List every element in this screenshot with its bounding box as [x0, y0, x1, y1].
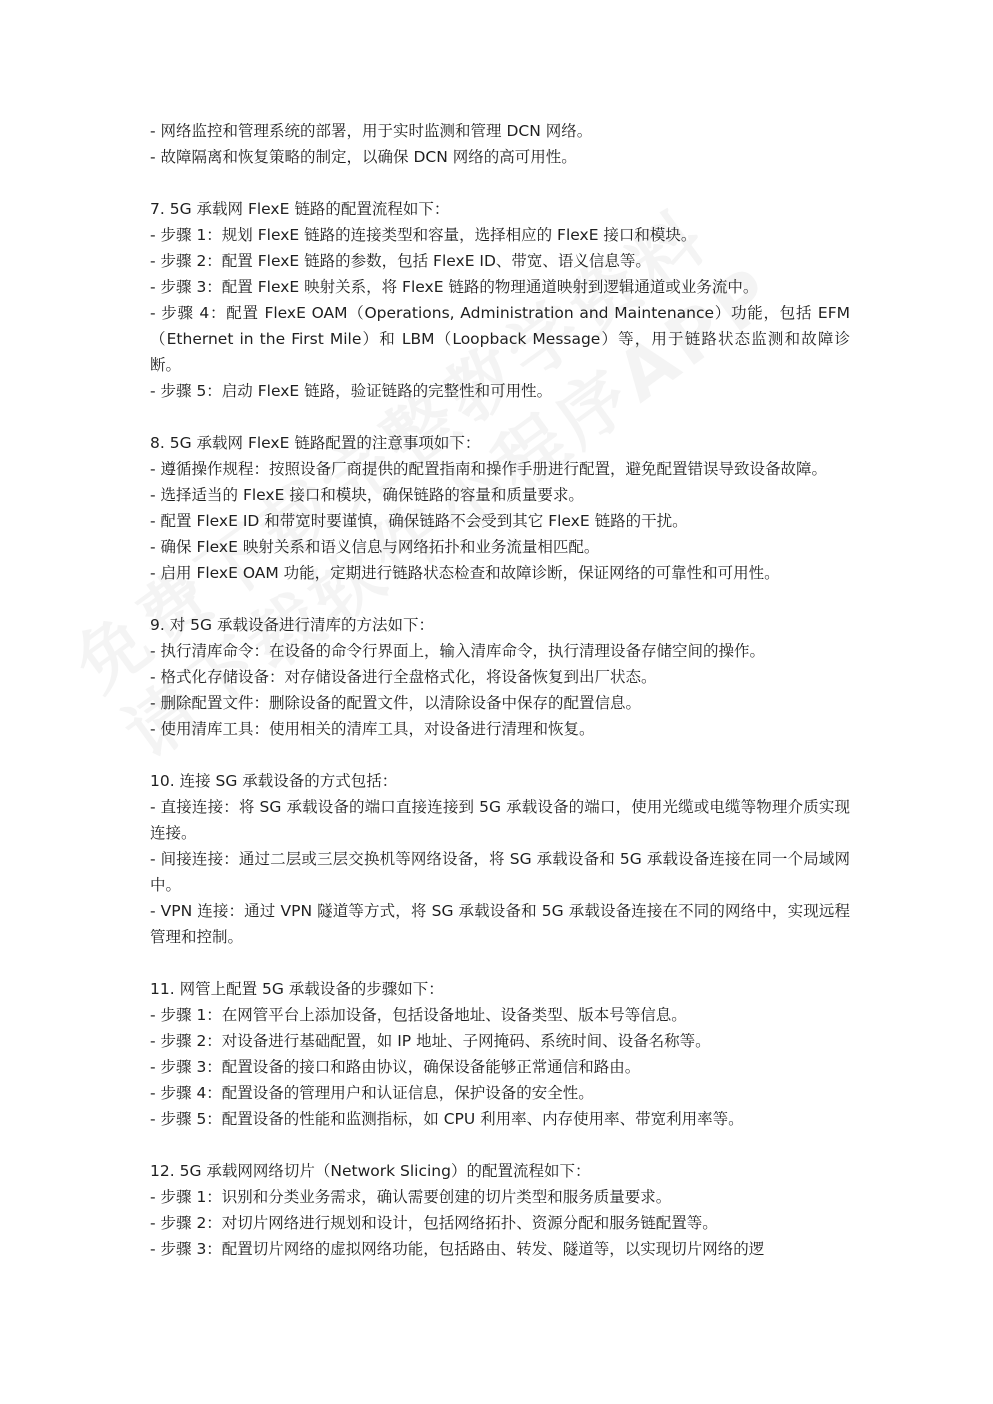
section-10-connection: [150, 768, 850, 950]
section-heading: 10. 连接 SG 承载设备的方式包括：: [150, 772, 398, 790]
list-item: - 步骤 2：对切片网络进行规划和设计，包括网络拓扑、资源分配和服务链配置等。: [150, 1214, 718, 1232]
section-heading: 8. 5G 承载网 FlexE 链路配置的注意事项如下：: [150, 434, 481, 452]
list-item: - 步骤 4：配置设备的管理用户和认证信息，保护设备的安全性。: [150, 1084, 594, 1102]
list-item: - 格式化存储设备：对存储设备进行全盘格式化，将设备恢复到出厂状态。: [150, 668, 657, 686]
list-item: - 步骤 3：配置设备的接口和路由协议，确保设备能够正常通信和路由。: [150, 1058, 641, 1076]
section-9-clear-database: [150, 612, 850, 742]
document-body: [150, 118, 850, 1288]
list-item: - 使用清库工具：使用相关的清库工具，对设备进行清理和恢复。: [150, 720, 595, 738]
list-item: - 执行清库命令：在设备的命令行界面上，输入清库命令，执行清理设备存储空间的操作。: [150, 642, 766, 660]
list-item: - 删除配置文件：删除设备的配置文件，以清除设备中保存的配置信息。: [150, 694, 642, 712]
list-item: - 步骤 1：识别和分类业务需求，确认需要创建的切片类型和服务质量要求。: [150, 1188, 672, 1206]
section-12-network-slicing: [150, 1158, 850, 1262]
section-7-flexe-config: [150, 196, 850, 404]
list-item: - 步骤 3：配置 FlexE 映射关系，将 FlexE 链路的物理通道映射到逻辑通道或业务流中。: [150, 278, 759, 296]
list-item: - 故障隔离和恢复策略的制定，以确保 DCN 网络的高可用性。: [150, 148, 577, 166]
list-item: - 步骤 5：配置设备的性能和监测指标，如 CPU 利用率、内存使用率、带宽利用率等。: [150, 1110, 744, 1128]
list-item: - 确保 FlexE 映射关系和语义信息与网络拓扑和业务流量相匹配。: [150, 538, 600, 556]
list-item: - 步骤 1：规划 FlexE 链路的连接类型和容量，选择相应的 FlexE 接口和模块。: [150, 226, 697, 244]
list-item: - 步骤 5：启动 FlexE 链路，验证链路的完整性和可用性。: [150, 382, 553, 400]
list-item: - 步骤 4：配置 FlexE OAM（Operations, Administration and Maintenance）功能，包括 EFM（Ethernet in the First Mile）和 LBM（Loopback Message）等，用于链路状态监测和故障诊断。: [150, 304, 850, 374]
section-heading: 7. 5G 承载网 FlexE 链路的配置流程如下：: [150, 200, 450, 218]
list-item: - 步骤 1：在网管平台上添加设备，包括设备地址、设备类型、版本号等信息。: [150, 1006, 687, 1024]
section-dcn-tail: [150, 118, 850, 170]
section-11-nms-config: [150, 976, 850, 1132]
section-heading: 12. 5G 承载网网络切片（Network Slicing）的配置流程如下：: [150, 1162, 591, 1180]
list-item: - 网络监控和管理系统的部署，用于实时监测和管理 DCN 网络。: [150, 122, 593, 140]
list-item: - 启用 FlexE OAM 功能，定期进行链路状态检查和故障诊断，保证网络的可靠性和可用性。: [150, 564, 780, 582]
list-item: - VPN 连接：通过 VPN 隧道等方式，将 SG 承载设备和 5G 承载设备连接在不同的网络中，实现远程管理和控制。: [150, 902, 850, 946]
list-item: - 步骤 2：配置 FlexE 链路的参数，包括 FlexE ID、带宽、语义信息等。: [150, 252, 651, 270]
section-8-flexe-notes: [150, 430, 850, 586]
list-item: - 配置 FlexE ID 和带宽时要谨慎，确保链路不会受到其它 FlexE 链路的干扰。: [150, 512, 688, 530]
section-heading: 11. 网管上配置 5G 承载设备的步骤如下：: [150, 980, 444, 998]
list-item: - 步骤 2：对设备进行基础配置，如 IP 地址、子网掩码、系统时间、设备名称等。: [150, 1032, 711, 1050]
list-item: - 选择适当的 FlexE 接口和模块，确保链路的容量和质量要求。: [150, 486, 584, 504]
list-item: - 步骤 3：配置切片网络的虚拟网络功能，包括路由、转发、隧道等，以实现切片网络的逻: [150, 1240, 765, 1258]
section-heading: 9. 对 5G 承载设备进行清库的方法如下：: [150, 616, 434, 634]
list-item: - 间接连接：通过二层或三层交换机等网络设备，将 SG 承载设备和 5G 承载设备连接在同一个局域网中。: [150, 850, 850, 894]
list-item: - 直接连接：将 SG 承载设备的端口直接连接到 5G 承载设备的端口，使用光缆或电缆等物理介质实现连接。: [150, 798, 850, 842]
list-item: - 遵循操作规程：按照设备厂商提供的配置指南和操作手册进行配置，避免配置错误导致设备故障。: [150, 460, 828, 478]
